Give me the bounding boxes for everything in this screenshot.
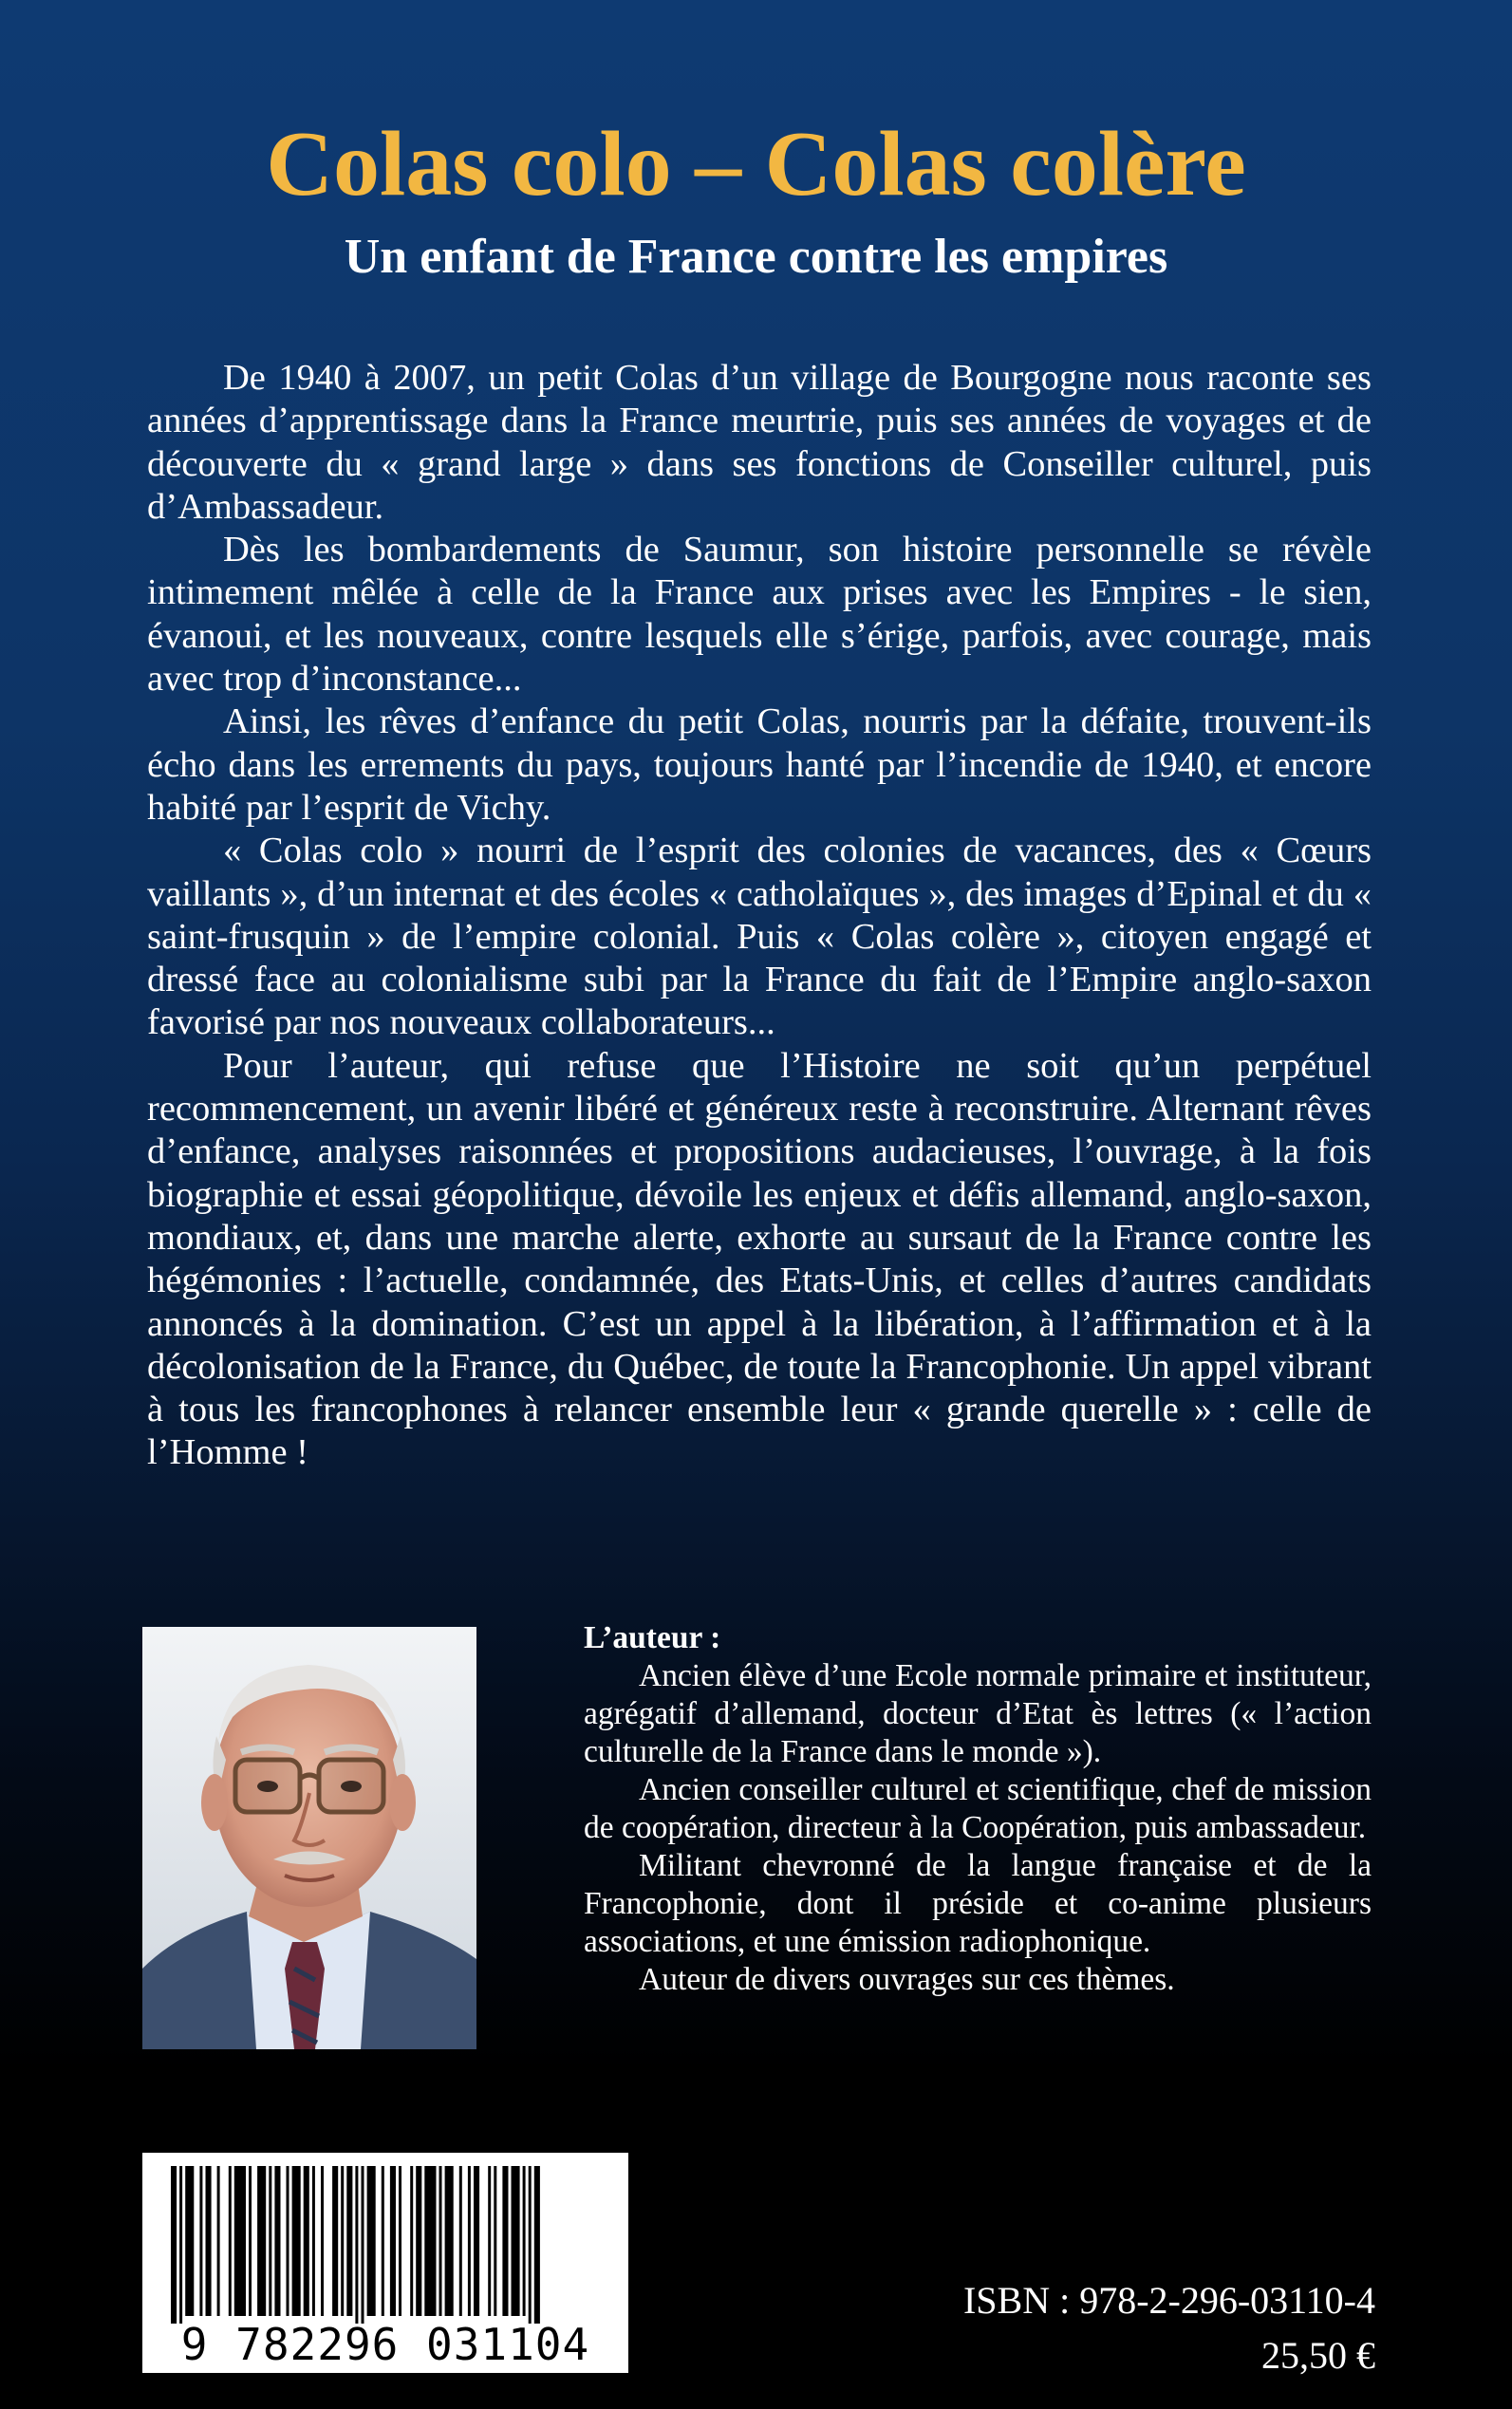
barcode-bar [229,2166,232,2316]
author-paragraph: Ancien élève d’une Ecole normale primaire et instituteur, agrégatif d’allemand, docteur d’Etat ès lettres (« l’action culturelle de la France dans le monde »). [584,1658,1372,1769]
barcode-bar [341,2166,344,2316]
author-bio [584,1619,1372,1999]
author-paragraph: Militant chevronné de la langue française et de la Francophonie, dont il préside et co-anime plusieurs associations, et une émission radiophonique. [584,1848,1372,1959]
barcode-bar [416,2166,421,2316]
barcode-bar [206,2166,212,2316]
book-subtitle: Un enfant de France contre les empires [344,230,1168,284]
barcode-bar [199,2166,202,2316]
barcode-bar [249,2166,252,2316]
barcode-bar [269,2166,271,2316]
author-heading: L’auteur : [584,1620,721,1655]
summary-paragraph: Dès les bombardements de Saumur, son histoire personnelle se révèle intimement mêlée à celle de la France aux prises avec les Empires - le sien, évanoui, et les nouveaux, contre lesquels elle s’érige, parfois, avec courage, mais avec trop d’inconstance... [147,530,1372,700]
book-title: Colas colo – Colas colère [266,113,1246,215]
barcode-bar [217,2166,220,2316]
barcode-bar [321,2166,324,2316]
barcode-bar [234,2166,246,2316]
barcode-bar [523,2166,526,2316]
barcode-bar [185,2166,194,2316]
barcode-bar [346,2166,352,2316]
author-portrait-illustration [142,1627,476,2049]
barcode-digits: 9 782296 031104 [180,2319,590,2370]
barcode-bar [367,2166,376,2316]
barcode-bar [355,2166,358,2324]
barcode [142,2153,628,2373]
barcode-bar [292,2166,301,2316]
barcode-bar [468,2166,471,2316]
book-summary [147,357,1372,1475]
barcode-bar [529,2166,532,2324]
barcode-bar [534,2166,540,2324]
price: 25,50 € [1261,2334,1375,2377]
isbn: ISBN : 978-2-296-03110-4 [962,2279,1375,2322]
barcode-bar [304,2166,309,2316]
barcode-bar [179,2166,182,2324]
author-photo [142,1627,476,2049]
barcode-bar [332,2166,338,2316]
author-paragraph: Ancien conseiller culturel et scientifique, chef de mission de coopération, directeur à la Coopération, puis ambassadeur. [584,1772,1372,1845]
barcode-bars [142,2153,628,2324]
barcode-bar [502,2166,508,2316]
summary-paragraph: Ainsi, les rêves d’enfance du petit Colas, nourris par la défaite, trouvent-ils écho dans les errements du pays, toujours hanté par l’incendie de 1940, et encore habité par l’esprit de Vichy. [147,701,1372,828]
barcode-bar [257,2166,266,2316]
barcode-bar [494,2166,496,2316]
barcode-bar [410,2166,413,2316]
barcode-bar [439,2166,442,2316]
barcode-bar [312,2166,315,2316]
barcode-bar [488,2166,491,2316]
author-paragraph: Auteur de divers ouvrages sur ces thèmes. [639,1962,1175,1997]
barcode-bar [512,2166,520,2316]
summary-paragraph: Pour l’auteur, qui refuse que l’Histoire ne soit qu’un perpétuel recommencement, un avenir libéré et généreux reste à reconstruire. Alternant rêves d’enfance, analyses raisonnées et propositions audacieuses, l’ouvrage, à la fois biographie et essai géopolitique, dévoile les enjeux et défis allemand, anglo-saxon, mondiaux, et, dans une marche alerte, exhorte au sursaut de la France contre les hégémonies : l’actuelle, condamnée, des Etats-Unis, et celles d’autres candidats annoncés à la domination. C’est un appel à la libération, à l’affirmation et à la décolonisation de la France, du Québec, de toute la Francophonie. Un appel vibrant à tous les francophones à relancer ensemble leur « grande querelle » : celle de l’Homme ! [147,1045,1372,1473]
barcode-bar [287,2166,289,2316]
barcode-bar [274,2166,280,2316]
barcode-bar [474,2166,479,2316]
barcode-bar [382,2166,384,2316]
barcode-bar [362,2166,364,2324]
barcode-bar [390,2166,396,2316]
barcode-bar [424,2166,436,2316]
summary-paragraph: « Colas colo » nourri de l’esprit des colonies de vacances, des « Cœurs vaillants », d’un internat et des écoles « catholaïques », des images d’Epinal et du « saint-frusquin » de l’empire colonial. Puis « Colas colère », citoyen engagé et dressé face au colonialisme subi par la France du fait de l’Empire anglo-saxon favorisé par nos nouveaux collaborateurs... [147,831,1372,1043]
barcode-bar [171,2166,177,2324]
barcode-bar [399,2166,401,2316]
barcode-bar [445,2166,454,2316]
barcode-bar [459,2166,462,2316]
summary-paragraph: De 1940 à 2007, un petit Colas d’un village de Bourgogne nous raconte ses années d’apprentissage dans la France meurtrie, puis ses années de voyages et de découverte du « grand large » dans ses fonctions de Conseiller culturel, puis d’Ambassadeur. [147,358,1372,527]
